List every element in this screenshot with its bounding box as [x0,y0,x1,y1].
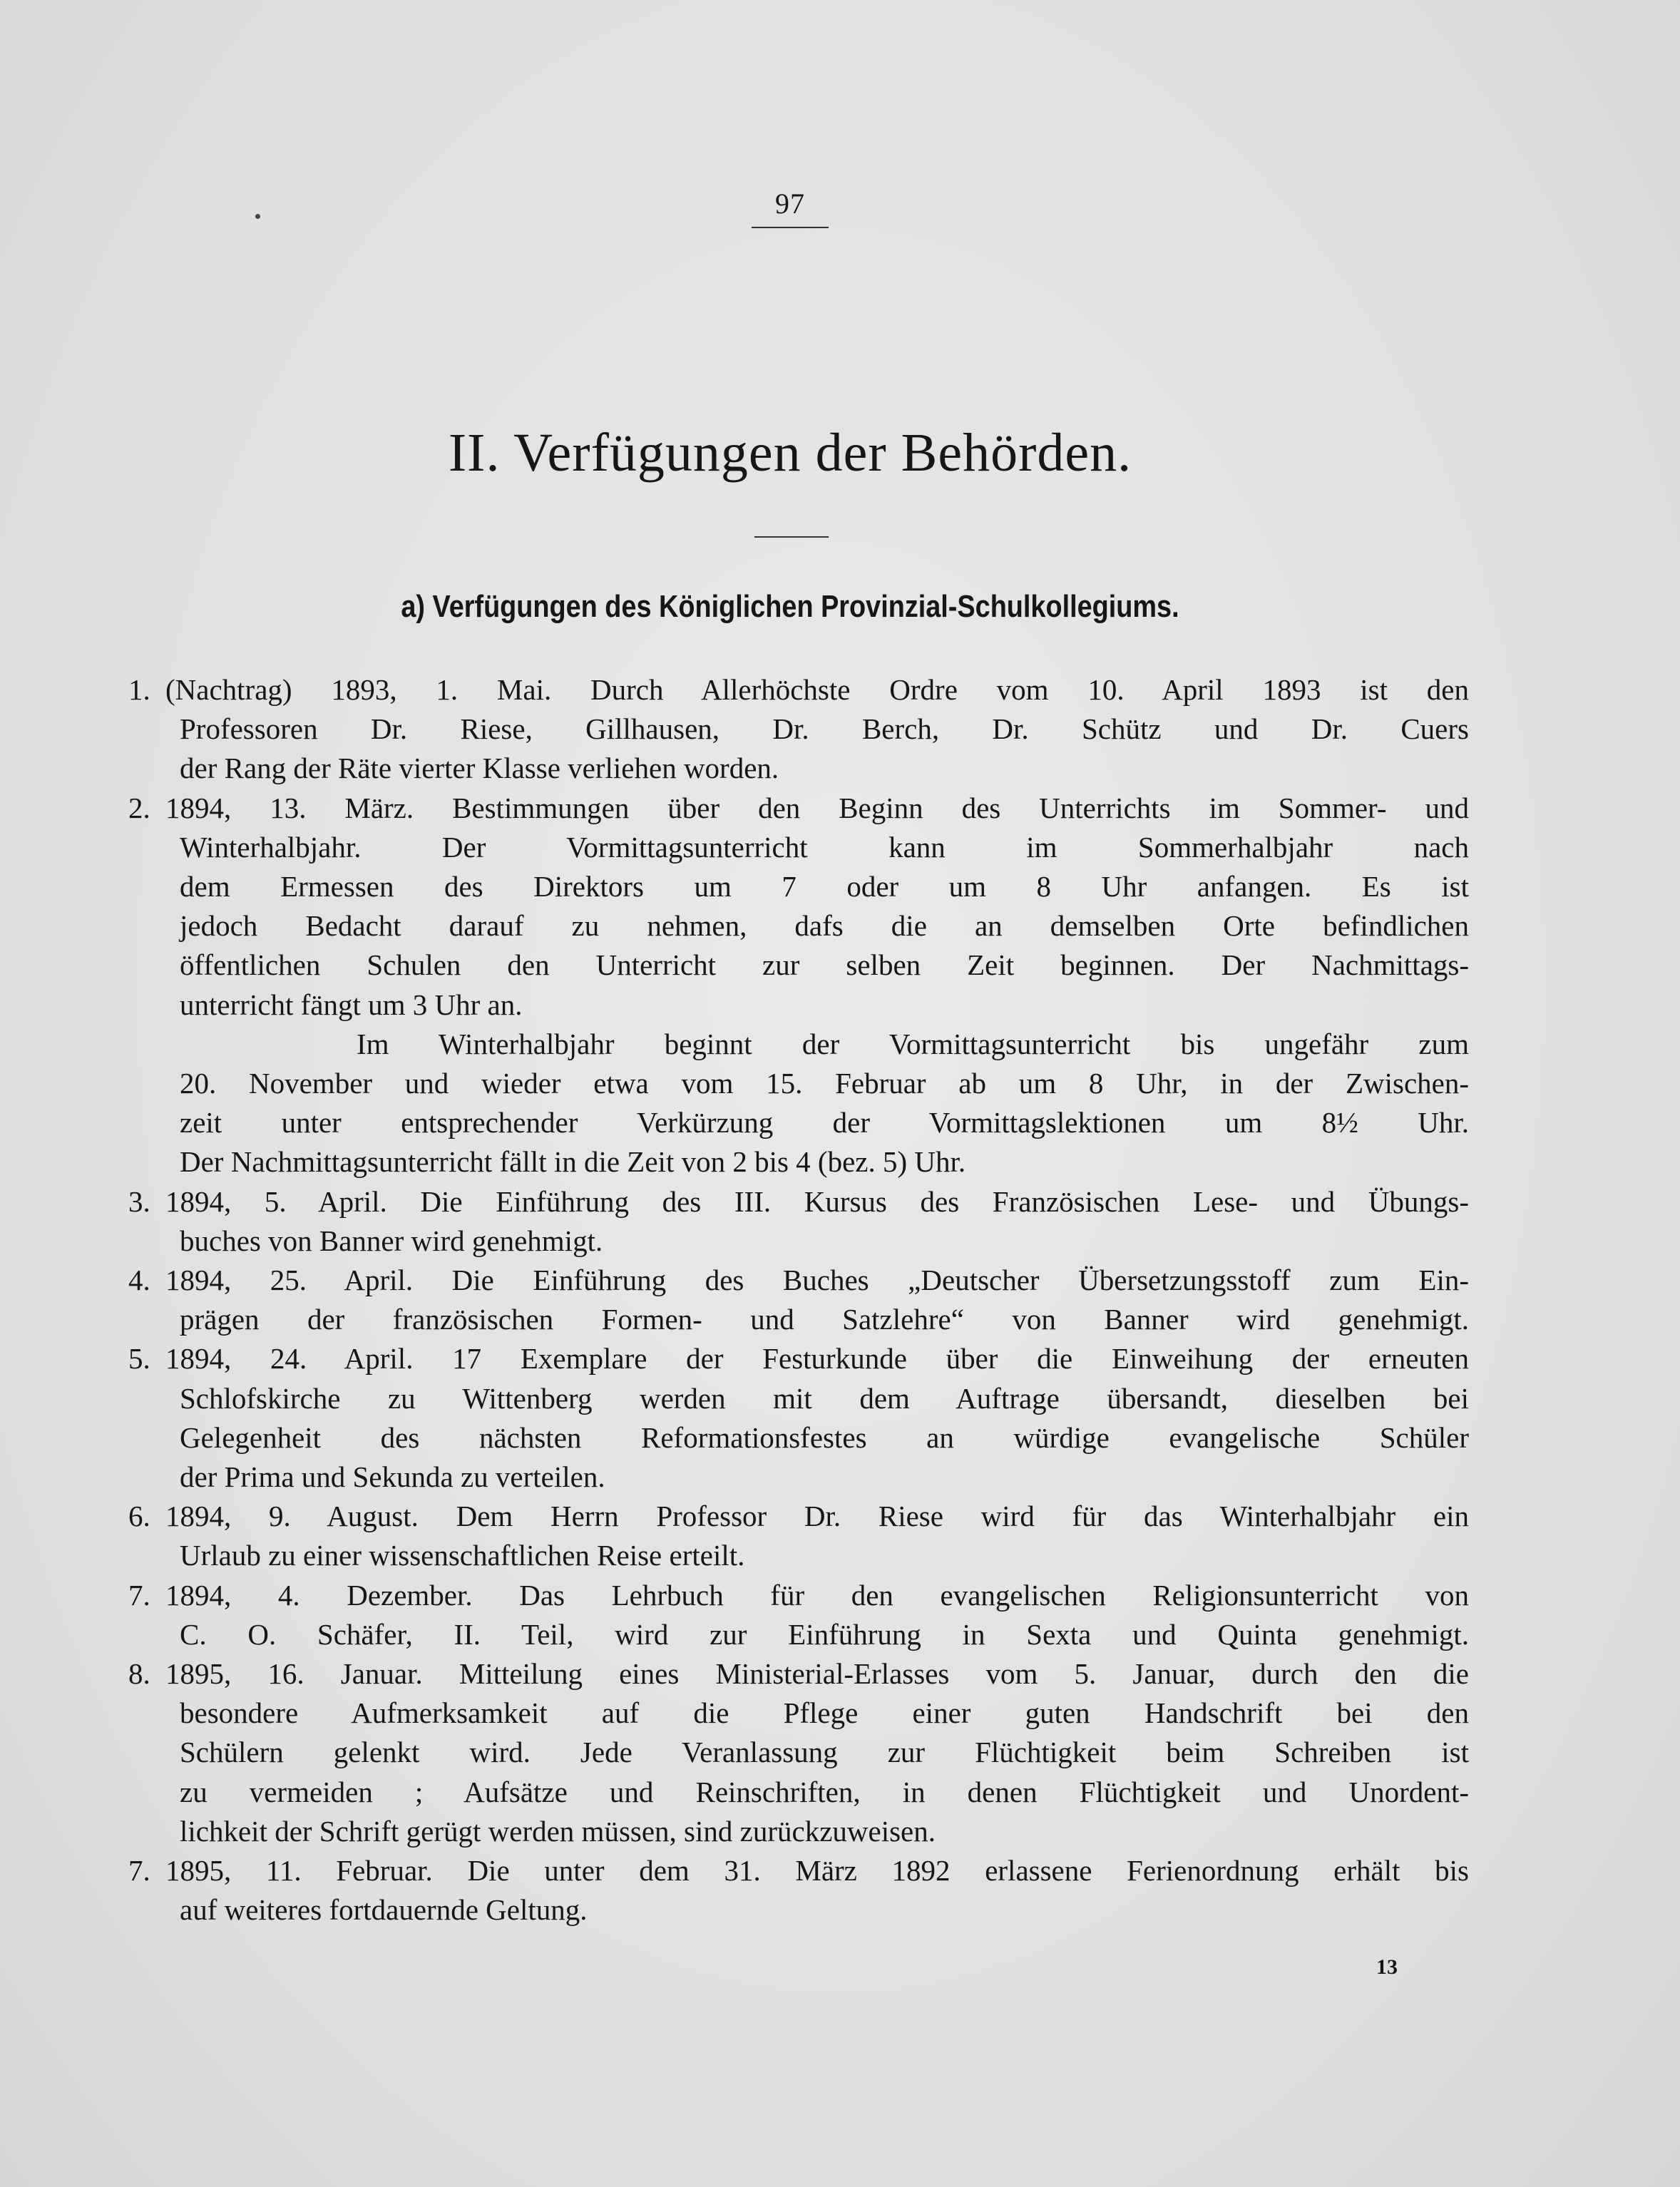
entry-line: Der Nachmittagsunterricht fällt in die Zeit von 2 bis 4 (bez. 5) Uhr. [180,1145,966,1179]
entry-line: Gelegenheit des nächsten Reformationsfestes an würdige evangelische Schüler [180,1420,1469,1454]
entry-line: der Prima und Sekunda zu verteilen. [180,1460,605,1494]
entry-line: 1894, 25. April. Die Einführung des Buches „Deutscher Übersetzungsstoff zum Ein- [165,1264,1469,1297]
entry-text [165,789,1469,1182]
entry-7 [128,1576,1469,1654]
entry-text [165,670,1469,789]
entry-line: buches von Banner wird genehmigt. [180,1224,603,1257]
entry-line: unterricht fängt um 3 Uhr an. [180,988,523,1021]
entry-line: zu vermeiden ; Aufsätze und Reinschriften, in denen Flüchtigkeit und Unordent- [180,1775,1469,1808]
entry-number: 6. [128,1500,150,1533]
entry-number: 1. [128,673,150,706]
page-number: 97 [775,188,805,220]
entry-line: der Rang der Räte vierter Klasse verliehen worden. [180,752,779,785]
entry-line: zeit unter entsprechender Verkürzung der Vormittagslektionen um 8½ Uhr. [180,1106,1469,1139]
entry-line: dem Ermessen des Direktors um 7 oder um 8 Uhr anfangen. Es ist [180,870,1469,903]
subsection-title: a) Verfügungen des Königlichen Provinzial-Schulkollegiums. [401,589,1179,624]
entry-line: (Nachtrag) 1893, 1. Mai. Durch Allerhöchste Ordre vom 10. April 1893 ist den [165,673,1469,706]
entry-line: 20. November und wieder etwa vom 15. Februar ab um 8 Uhr, in der Zwischen- [180,1067,1469,1100]
entry-line: Winterhalbjahr. Der Vormittagsunterricht kann im Sommerhalbjahr nach [180,830,1469,864]
entry-number: 3. [128,1184,150,1218]
entry-text [165,1339,1469,1497]
entry-line: Urlaub zu einer wissenschaftlichen Reise erteilt. [180,1539,745,1572]
entry-text [165,1851,1469,1930]
entry-text [165,1654,1469,1851]
entry-line: 1894, 4. Dezember. Das Lehrbuch für den evangelischen Religionsunterricht von [165,1578,1469,1612]
entry-line: lichkeit der Schrift gerügt werden müssen, sind zurückzuweisen. [180,1814,936,1848]
entry-5 [128,1339,1469,1497]
entry-number: 8. [128,1657,150,1691]
page-number-rule [752,227,829,228]
entry-line: auf weiteres fortdauernde Geltung. [180,1893,588,1927]
entry-4 [128,1261,1469,1339]
entry-line: öffentlichen Schulen den Unterricht zur selben Zeit beginnen. Der Nachmittags- [180,948,1469,982]
entry-line: 1895, 16. Januar. Mitteilung eines Ministerial-Erlasses vom 5. Januar, durch den die [165,1657,1469,1691]
entries-list [128,670,1469,1930]
entry-number: 4. [128,1264,150,1297]
entry-8 [128,1654,1469,1851]
entry-line: jedoch Bedacht darauf zu nehmen, dafs die an demselben Orte befindlichen [180,909,1469,943]
entry-number: 7. [128,1578,150,1612]
entry-line: 1894, 5. April. Die Einführung des III. Kursus des Französischen Lese- und Übungs- [165,1184,1469,1218]
entry-line: Im Winterhalbjahr beginnt der Vormittagsunterricht bis ungefähr zum [357,1027,1469,1060]
entry-number: 7. [128,1854,150,1888]
entry-text [165,1182,1469,1261]
entry-text [165,1497,1469,1575]
section-title: II. Verfügungen der Behörden. [448,423,1132,483]
entry-line: 1894, 9. August. Dem Herrn Professor Dr. Riese wird für das Winterhalbjahr ein [165,1500,1469,1533]
entry-9 [128,1851,1469,1930]
entry-line: 1894, 24. April. 17 Exemplare der Festurkunde über die Einweihung der erneuten [165,1342,1469,1376]
entry-2 [128,789,1469,1182]
entry-6 [128,1497,1469,1575]
entry-3 [128,1182,1469,1261]
entry-text [165,1576,1469,1654]
entry-line: C. O. Schäfer, II. Teil, wird zur Einführung in Sexta und Quinta genehmigt. [180,1617,1469,1651]
title-divider [754,536,829,538]
entry-line: Professoren Dr. Riese, Gillhausen, Dr. Berch, Dr. Schütz und Dr. Cuers [180,712,1469,746]
entry-number: 5. [128,1342,150,1376]
entry-line: 1895, 11. Februar. Die unter dem 31. März 1892 erlassene Ferienordnung erhält bis [165,1854,1469,1888]
entry-line: besondere Aufmerksamkeit auf die Pflege einer guten Handschrift bei den [180,1696,1469,1730]
entry-number: 2. [128,791,150,824]
entry-1 [128,670,1469,789]
entry-line: Schlofskirche zu Wittenberg werden mit dem Auftrage übersandt, dieselben bei [180,1381,1469,1415]
entry-text [165,1261,1469,1339]
entry-line: 1894, 13. März. Bestimmungen über den Beginn des Unterrichts im Sommer- und [165,791,1469,824]
signature-mark: 13 [1376,1955,1398,1979]
entry-line: prägen der französischen Formen- und Satzlehre“ von Banner wird genehmigt. [180,1303,1469,1336]
entry-line: Schülern gelenkt wird. Jede Veranlassung zur Flüchtigkeit beim Schreiben ist [180,1736,1469,1769]
